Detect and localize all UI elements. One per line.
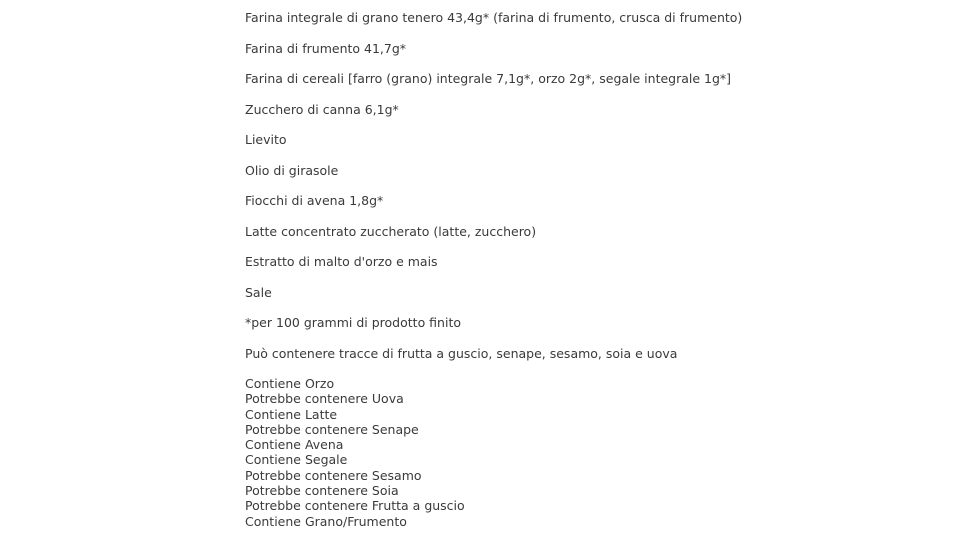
ingredient-item: Zucchero di canna 6,1g*	[245, 101, 399, 117]
allergen-item: Potrebbe contenere Uova	[245, 391, 404, 407]
ingredient-item: Estratto di malto d'orzo e mais	[245, 254, 438, 269]
allergen-item: Potrebbe contenere Senape	[245, 421, 419, 437]
allergen-item: Potrebbe contenere Soia	[245, 483, 399, 499]
footnote: *per 100 grammi di prodotto finito	[245, 315, 462, 330]
ingredient-item: Farina di cereali [farro (grano) integrale 7,1g*, orzo 2g*, segale integrale 1g*]	[245, 71, 732, 86]
allergen-item: Contiene Segale	[245, 452, 348, 468]
traces-warning: Può contenere tracce di frutta a guscio, senape, sesamo, soia e uova	[245, 345, 678, 361]
ingredient-item: Lievito	[245, 132, 287, 147]
ingredients-list	[245, 10, 925, 362]
ingredient-item: Olio di girasole	[245, 162, 339, 178]
allergen-item: Contiene Orzo	[245, 376, 335, 391]
allergen-item: Contiene Avena	[245, 437, 344, 453]
allergen-item: Contiene Grano/Frumento	[245, 513, 407, 529]
ingredient-item: Farina di frumento 41,7g*	[245, 40, 407, 56]
ingredient-item: Fiocchi di avena 1,8g*	[245, 193, 384, 208]
ingredient-item: Latte concentrato zuccherato (latte, zucchero)	[245, 223, 537, 239]
ingredients-panel	[245, 10, 925, 529]
ingredient-item: Farina integrale di grano tenero 43,4g* (farina di frumento, crusca di frumento)	[245, 10, 743, 25]
allergens-list	[245, 376, 925, 529]
allergen-item: Contiene Latte	[245, 406, 338, 422]
allergen-item: Potrebbe contenere Sesamo	[245, 467, 422, 483]
ingredient-item: Sale	[245, 284, 272, 300]
allergen-item: Potrebbe contenere Frutta a guscio	[245, 498, 465, 514]
